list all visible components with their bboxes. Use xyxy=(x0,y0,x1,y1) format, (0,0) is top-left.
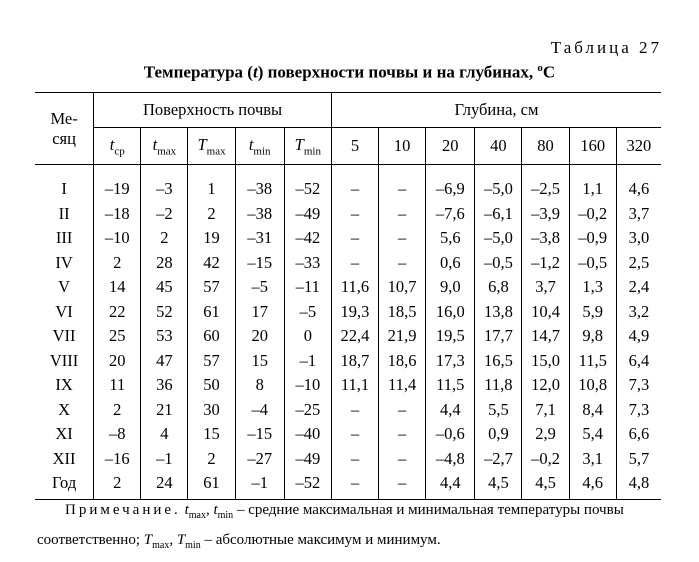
value-cell: – xyxy=(379,398,426,423)
value-cell: 30 xyxy=(188,398,235,423)
value-cell: 14,7 xyxy=(522,324,569,349)
value-cell: –49 xyxy=(284,202,331,227)
value-cell: 3,0 xyxy=(628,228,650,248)
value-cell: –38 xyxy=(235,165,284,202)
value-cell: –15 xyxy=(235,251,284,276)
value-cell: 7,1 xyxy=(522,398,569,423)
value-cell: –1 xyxy=(141,447,188,472)
note-variable: $T_{min}$ xyxy=(176,532,201,551)
surface-col-header xyxy=(188,128,235,165)
value-cell: –0,5 xyxy=(475,251,522,276)
value-cell: 5,5 xyxy=(475,398,522,423)
value-cell: 0,9 xyxy=(475,422,522,447)
value-cell: –31 xyxy=(235,226,284,251)
table-note: Примечание. $t_{max}$, $t_{min}$ – средние максимальная и минимальная температуры почвы соответственно; $T_{max}$, $T_{min}$ – абсолютные максимум и минимум. xyxy=(37,502,624,551)
value-cell: 18,6 xyxy=(379,349,426,374)
value-cell: 47 xyxy=(141,349,188,374)
month-cell: XI xyxy=(35,422,94,447)
month-cell: V xyxy=(35,275,94,300)
value-cell: –2,5 xyxy=(522,165,569,202)
depth-col-header: 10 xyxy=(379,128,426,165)
value-cell: – xyxy=(331,398,378,423)
month-header-line: сяц xyxy=(52,128,76,148)
value-cell: 17,3 xyxy=(426,349,475,374)
value-cell: 18,5 xyxy=(379,300,426,325)
value-cell: 28 xyxy=(141,251,188,276)
month-cell: VI xyxy=(35,300,94,325)
value-cell: 2 xyxy=(141,226,188,251)
value-cell: 2 xyxy=(188,202,235,227)
value-cell: –6,9 xyxy=(426,165,475,202)
value-cell: 0,6 xyxy=(426,251,475,276)
note-variable: $T_{max}$ xyxy=(143,532,170,551)
title-variable: t xyxy=(252,62,258,82)
value-cell: 11,1 xyxy=(331,373,378,398)
value-cell: –15 xyxy=(235,422,284,447)
table-row xyxy=(35,398,661,423)
value-cell: – xyxy=(379,202,426,227)
value-cell: 5,9 xyxy=(569,300,616,325)
value-cell: –0,5 xyxy=(569,251,616,276)
value-cell: –5 xyxy=(235,275,284,300)
month-cell: X xyxy=(35,398,94,423)
month-cell: XII xyxy=(35,447,94,472)
value-cell: 2 xyxy=(94,398,141,423)
value-cell: –42 xyxy=(284,226,331,251)
value-cell: 45 xyxy=(141,275,188,300)
value-cell: 25 xyxy=(94,324,141,349)
value-cell: 3,7 xyxy=(628,203,650,223)
degree-mark: o xyxy=(537,62,543,74)
value-cell: 10,4 xyxy=(522,300,569,325)
note-variable: $t_{max}$ xyxy=(184,502,206,521)
table-row xyxy=(35,447,661,472)
value-cell: 12,0 xyxy=(522,373,569,398)
value-cell: –49 xyxy=(284,447,331,472)
surface-col-header xyxy=(235,128,284,165)
value-cell: 3,7 xyxy=(522,275,569,300)
table-row xyxy=(35,349,661,374)
value-cell: 19 xyxy=(188,226,235,251)
month-cell: VIII xyxy=(35,349,94,374)
value-cell: –38 xyxy=(235,202,284,227)
value-cell: 5,7 xyxy=(628,448,650,468)
value-cell: 4,5 xyxy=(475,471,522,499)
value-cell: – xyxy=(379,251,426,276)
value-cell: 3,1 xyxy=(569,447,616,472)
value-cell: 4,6 xyxy=(569,471,616,499)
value-cell: 2 xyxy=(94,471,141,499)
value-cell: –5,0 xyxy=(475,226,522,251)
variable-symbol: $t_{min}$ xyxy=(248,134,271,158)
value-cell: 2,4 xyxy=(628,277,650,297)
value-cell: –40 xyxy=(284,422,331,447)
value-cell: 18,7 xyxy=(331,349,378,374)
value-cell: –7,6 xyxy=(426,202,475,227)
value-cell: 57 xyxy=(188,349,235,374)
value-cell: –5,0 xyxy=(475,165,522,202)
value-cell: –1 xyxy=(235,471,284,499)
table-row xyxy=(35,300,661,325)
value-cell: – xyxy=(331,226,378,251)
value-cell: 11,8 xyxy=(475,373,522,398)
value-cell: –0,2 xyxy=(522,447,569,472)
value-cell: 11 xyxy=(94,373,141,398)
table-row xyxy=(35,422,661,447)
value-cell: 52 xyxy=(141,300,188,325)
value-cell: –0,2 xyxy=(569,202,616,227)
value-cell: 2,5 xyxy=(628,252,650,272)
value-cell: 14 xyxy=(94,275,141,300)
value-cell: – xyxy=(331,165,378,202)
value-cell: 4,5 xyxy=(522,471,569,499)
value-cell: –5 xyxy=(284,300,331,325)
value-cell: 6,6 xyxy=(628,424,650,444)
month-cell: IV xyxy=(35,251,94,276)
value-cell: 7,3 xyxy=(628,399,650,419)
value-cell: –0,9 xyxy=(569,226,616,251)
table-row xyxy=(35,251,661,276)
depth-col-header: 20 xyxy=(426,128,475,165)
value-cell: – xyxy=(331,202,378,227)
value-cell: 6,8 xyxy=(475,275,522,300)
value-cell: – xyxy=(331,471,378,499)
value-cell: 11,5 xyxy=(426,373,475,398)
value-cell: – xyxy=(379,422,426,447)
value-cell: 50 xyxy=(188,373,235,398)
table-row xyxy=(35,202,661,227)
note-text: – абсолютные максимум и минимум. xyxy=(200,532,441,548)
value-cell: 1 xyxy=(188,165,235,202)
value-cell: 9,8 xyxy=(569,324,616,349)
surface-group-header: Поверхность почвы xyxy=(94,93,332,128)
month-cell: VII xyxy=(35,324,94,349)
value-cell: 21,9 xyxy=(379,324,426,349)
value-cell: 22,4 xyxy=(331,324,378,349)
table-row xyxy=(35,324,661,349)
note-text: – средние максимальная и минимальная температуры почвы соответственно; xyxy=(37,502,624,548)
value-cell: –1 xyxy=(284,349,331,374)
value-cell: – xyxy=(379,165,426,202)
value-cell: –2,7 xyxy=(475,447,522,472)
value-cell: 8,4 xyxy=(569,398,616,423)
value-cell: –3 xyxy=(141,165,188,202)
table-row xyxy=(35,373,661,398)
value-cell: 11,6 xyxy=(331,275,378,300)
value-cell: 0 xyxy=(284,324,331,349)
value-cell: –1,2 xyxy=(522,251,569,276)
depth-col-header: 40 xyxy=(475,128,522,165)
value-cell: 24 xyxy=(141,471,188,499)
table-title xyxy=(0,62,699,83)
value-cell: –19 xyxy=(94,165,141,202)
value-cell: – xyxy=(331,422,378,447)
value-cell: –3,8 xyxy=(522,226,569,251)
title-text-part: ) поверхности почвы и на глубинах, xyxy=(257,62,538,82)
value-cell: 20 xyxy=(235,324,284,349)
value-cell: –4 xyxy=(235,398,284,423)
value-cell: – xyxy=(379,447,426,472)
surface-col-header xyxy=(284,128,331,165)
value-cell: 4,4 xyxy=(426,398,475,423)
value-cell: –10 xyxy=(94,226,141,251)
value-cell: 4,8 xyxy=(616,471,661,499)
value-cell: –52 xyxy=(284,165,331,202)
value-cell: 8 xyxy=(235,373,284,398)
table-row xyxy=(35,471,661,499)
value-cell: 4,6 xyxy=(628,179,650,199)
value-cell: 16,5 xyxy=(475,349,522,374)
value-cell: –33 xyxy=(284,251,331,276)
value-cell: –27 xyxy=(235,447,284,472)
table-row xyxy=(35,226,661,251)
value-cell: –8 xyxy=(94,422,141,447)
value-cell: –2 xyxy=(141,202,188,227)
value-cell: 16,0 xyxy=(426,300,475,325)
value-cell: 19,5 xyxy=(426,324,475,349)
month-cell: II xyxy=(35,202,94,227)
variable-symbol: $T_{max}$ xyxy=(197,134,226,158)
depth-col-header: 80 xyxy=(522,128,569,165)
value-cell: 2 xyxy=(188,447,235,472)
value-cell: –25 xyxy=(284,398,331,423)
value-cell: 15,0 xyxy=(522,349,569,374)
surface-col-header xyxy=(94,128,141,165)
value-cell: –11 xyxy=(284,275,331,300)
value-cell: 22 xyxy=(94,300,141,325)
value-cell: 3,2 xyxy=(628,301,650,321)
value-cell: 13,8 xyxy=(475,300,522,325)
value-cell: 17,7 xyxy=(475,324,522,349)
value-cell: 4 xyxy=(141,422,188,447)
month-cell: IX xyxy=(35,373,94,398)
variable-symbol: $T_{min}$ xyxy=(294,134,321,158)
surface-col-header xyxy=(141,128,188,165)
month-column-header xyxy=(35,93,94,165)
value-cell: 1,3 xyxy=(569,275,616,300)
value-cell: 15 xyxy=(235,349,284,374)
value-cell: –52 xyxy=(284,471,331,499)
month-cell: I xyxy=(35,165,94,202)
value-cell: 6,4 xyxy=(628,350,650,370)
depth-col-header: 160 xyxy=(569,128,616,165)
title-unit: С xyxy=(542,62,556,82)
value-cell: 10,8 xyxy=(569,373,616,398)
value-cell: –4,8 xyxy=(426,447,475,472)
value-cell: –18 xyxy=(94,202,141,227)
value-cell: – xyxy=(331,447,378,472)
value-cell: 60 xyxy=(188,324,235,349)
value-cell: 2 xyxy=(94,251,141,276)
month-cell: III xyxy=(35,226,94,251)
value-cell: 57 xyxy=(188,275,235,300)
value-cell: 7,3 xyxy=(628,375,650,395)
value-cell: 2,9 xyxy=(522,422,569,447)
value-cell: 4,9 xyxy=(628,326,650,346)
value-cell: 61 xyxy=(188,300,235,325)
value-cell: 5,4 xyxy=(569,422,616,447)
variable-symbol: $t_{ср}$ xyxy=(109,134,125,158)
value-cell: 11,5 xyxy=(569,349,616,374)
value-cell: 21 xyxy=(141,398,188,423)
value-cell: – xyxy=(331,251,378,276)
value-cell: 61 xyxy=(188,471,235,499)
value-cell: –0,6 xyxy=(426,422,475,447)
note-variable: $t_{min}$ xyxy=(213,502,234,521)
value-cell: 4,4 xyxy=(426,471,475,499)
value-cell: –10 xyxy=(284,373,331,398)
title-text-part: Температура ( xyxy=(143,62,253,82)
variable-symbol: $t_{max}$ xyxy=(152,134,177,158)
month-header-line: Ме- xyxy=(50,108,78,128)
value-cell: 5,6 xyxy=(426,226,475,251)
table-row xyxy=(35,275,661,300)
table-row xyxy=(35,165,661,202)
depth-col-header: 320 xyxy=(616,128,661,165)
value-cell: 15 xyxy=(188,422,235,447)
month-cell: Год xyxy=(35,471,94,499)
value-cell: 1,1 xyxy=(569,165,616,202)
depth-group-header: Глубина, см xyxy=(331,93,661,128)
value-cell: 53 xyxy=(141,324,188,349)
value-cell: 36 xyxy=(141,373,188,398)
value-cell: –3,9 xyxy=(522,202,569,227)
value-cell: 42 xyxy=(188,251,235,276)
value-cell: 10,7 xyxy=(379,275,426,300)
value-cell: –6,1 xyxy=(475,202,522,227)
value-cell: 9,0 xyxy=(426,275,475,300)
value-cell: 11,4 xyxy=(379,373,426,398)
value-cell: – xyxy=(379,471,426,499)
value-cell: 20 xyxy=(94,349,141,374)
value-cell: –16 xyxy=(94,447,141,472)
value-cell: – xyxy=(379,226,426,251)
note-prefix: Примечание. xyxy=(65,502,181,518)
table-number-label: Таблица 27 xyxy=(550,38,662,57)
depth-col-header: 5 xyxy=(331,128,378,165)
soil-temperature-table xyxy=(35,92,661,500)
value-cell: 17 xyxy=(235,300,284,325)
value-cell: 19,3 xyxy=(331,300,378,325)
